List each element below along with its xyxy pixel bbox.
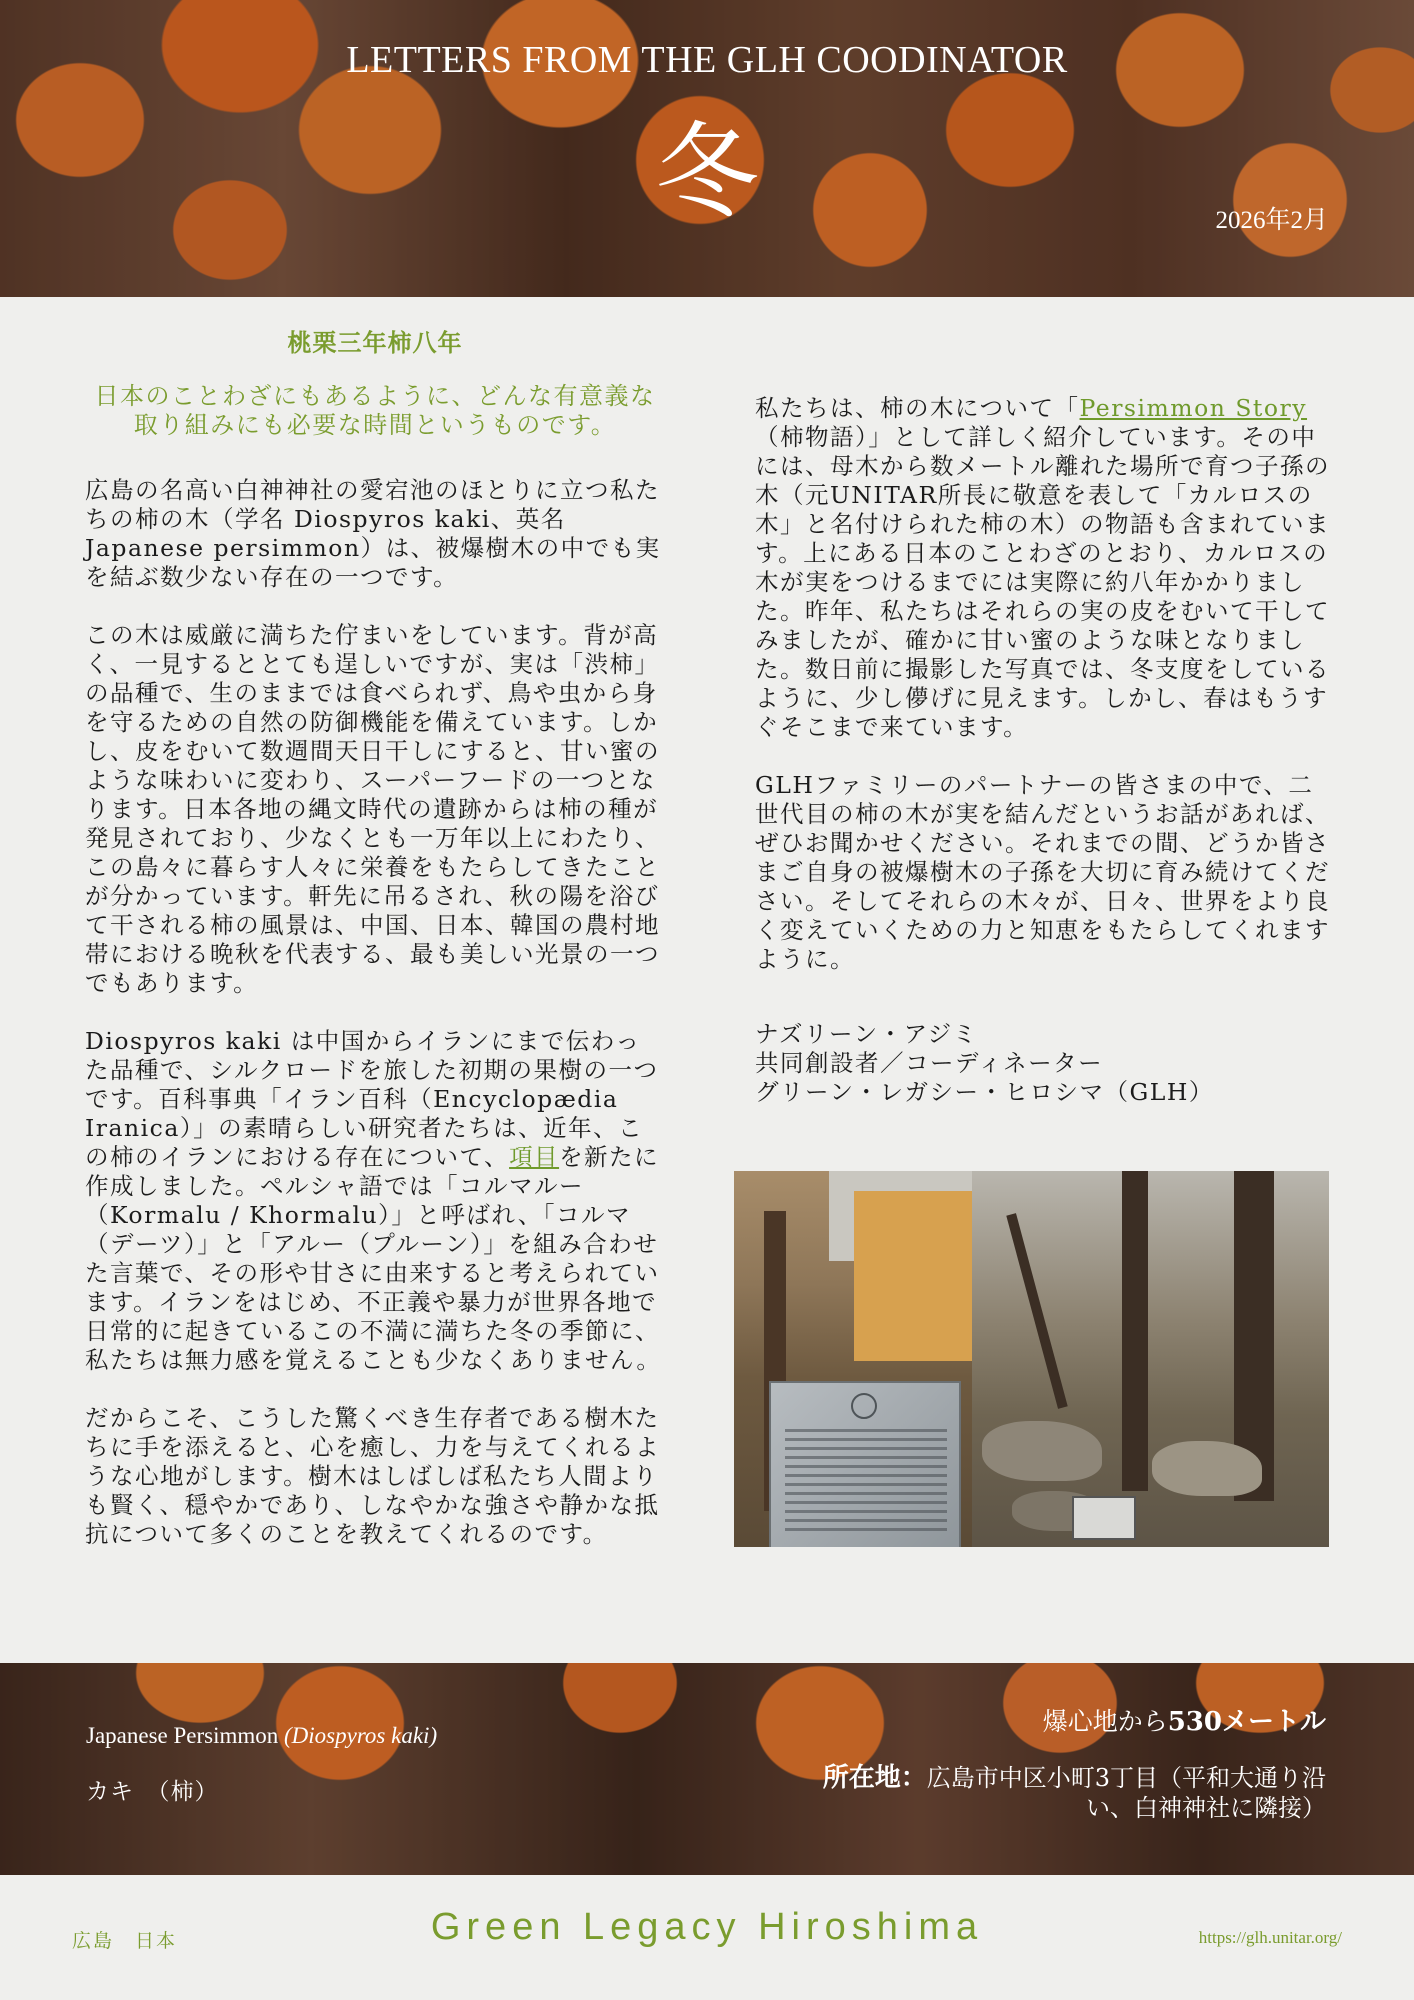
signature-organization: グリーン・レガシー・ヒロシマ（GLH） [755,1078,1214,1106]
tree-common-name: Japanese Persimmon [86,1723,285,1748]
memorial-plaque [769,1381,961,1547]
issue-date: 2026年2月 [1215,207,1328,234]
paragraph-intro-tree: 広島の名高い白神神社の愛宕池のほとりに立つ私たちの柿の木（学名 Diospyros kaki、英名Japanese persimmon）は、被爆樹木の中でも実を結ぶ数少ない存在の一つです。 [85,476,661,591]
distance-value: 530メートル [1167,1707,1326,1737]
tree-english-name [86,1723,437,1749]
paragraph-iran [85,1027,665,1375]
signature-role: 共同創設者／コーディネーター [755,1049,1104,1077]
photo-plaque-side [734,1171,972,1547]
season-kanji: 冬 [654,111,759,233]
un-emblem-icon [851,1393,877,1419]
glh-logo: Green Legacy Hiroshima [430,1906,984,1948]
paragraph-iran-text-2: を新たに作成しました。ペルシャ語では「コルマルー（Kormalu / Khormalu）」と呼ばれ、「コルマ（デーツ）」と「アルー（プルーン）」を組み合わせた言葉で、その形や甘さに由来すると考えられています。イランをはじめ、不正義や暴力が世界各地で日常的に起きているこの不満に満ちた冬の季節に、私たちは無力感を覚えることも少なくありません。 [85,1143,662,1374]
signature-name: ナズリーン・アジミ [755,1020,978,1048]
footer-location: 広島 日本 [72,1930,178,1952]
photo-garden-side [972,1171,1329,1547]
paragraph-call-to-partners: GLHファミリーのパートナーの皆さまの中で、二世代目の柿の木が実を結んだというお話があれば、ぜひお聞かせください。それまでの間、どうか皆さまご自身の被爆樹木の子孫を大切に育み続けてください。そしてそれらの木々が、日々、世界をより良く変えていくための力と知恵をもたらしてくれますように。 [755,771,1330,973]
tree-japanese-name: カキ （柿） [86,1779,219,1805]
tree-photo [734,1171,1329,1547]
persimmon-story-link[interactable]: Persimmon Story [1079,394,1308,422]
persimmon-story-text-1: 私たちは、柿の木について「 [755,394,1080,422]
paragraph-persimmon-story [755,394,1330,742]
left-column [85,328,665,1578]
hypocenter-distance [1043,1701,1326,1738]
location-label: 所在地： [822,1763,927,1793]
location-value: 広島市中区小町3丁目（平和大通り沿い、白神神社に隣接） [926,1764,1326,1822]
tree-location [786,1763,1326,1823]
tree-sign [1072,1496,1136,1540]
persimmon-story-text-2: （柿物語）」として詳しく紹介しています。その中には、母木から数メートル離れた場所で育つ子孫の木（元UNITAR所長に敬意を表して「カルロスの木」と名付けられた柿の木）の物語も含まれています。上にある日本のことわざのとおり、カルロスの木が実をつけるまでには実際に約八年かかりました。昨年、私たちはそれらの実の皮をむいて干してみましたが、確かに甘い蜜のような味となりました。数日前に撮影した写真では、冬支度をしているように、少し儚げに見えます。しかし、春はもうすぐそこまで来ています。 [755,423,1330,741]
header-banner [0,0,1414,297]
tree-info-banner [0,1663,1414,1875]
newsletter-title: LETTERS FROM THE GLH COODINATOR [346,39,1068,81]
paragraph-survivor-trees: だからこそ、こうした驚くべき生存者である樹木たちに手を添えると、心を癒し、力を与えてくれるような心地がします。樹木はしばしば私たち人間よりも賢く、穏やかであり、しなやかな強さや静かな抵抗について多くのことを教えてくれるのです。 [85,1404,660,1548]
proverb-explanation: 日本のことわざにもあるように、どんな有意義な取り組みにも必要な時間というものです。 [94,382,656,439]
proverb-heading: 桃栗三年柿八年 [287,328,463,357]
distance-label: 爆心地から [1042,1707,1168,1736]
signature-block [755,1020,1330,1107]
tree-scientific-name: (Diospyros kaki) [284,1723,438,1748]
website-link[interactable]: https://glh.unitar.org/ [1198,1928,1342,1947]
encyclopedia-entry-link[interactable]: 項目 [509,1143,560,1171]
paragraph-persimmon-description: この木は威厳に満ちた佇まいをしています。背が高く、一見するととても逞しいですが、実は「渋柿」の品種で、生のままでは食べられず、鳥や虫から身を守るための自然の防御機能を備えています。しかし、皮をむいて数週間天日干しにすると、甘い蜜のような味わいに変わり、スーパーフードの一つとなります。日本各地の縄文時代の遺跡からは柿の種が発見されており、少なくとも一万年以上にわたり、この島々に暮らす人々に栄養をもたらしてきたことが分かっています。軒先に吊るされ、秋の陽を浴びて干される柿の風景は、中国、日本、韓国の農村地帯における晩秋を代表する、最も美しい光景の一つでもあります。 [85,621,660,997]
paragraph-iran-text-1: Diospyros kaki は中国からイランにまで伝わった品種で、シルクロードを旅した初期の果樹の一つです。百科事典「イラン百科（Encyclopædia Iranica）」の素晴らしい研究者たちは、近年、この柿のイランにおける存在について、 [85,1027,659,1171]
right-column [755,394,1330,1107]
